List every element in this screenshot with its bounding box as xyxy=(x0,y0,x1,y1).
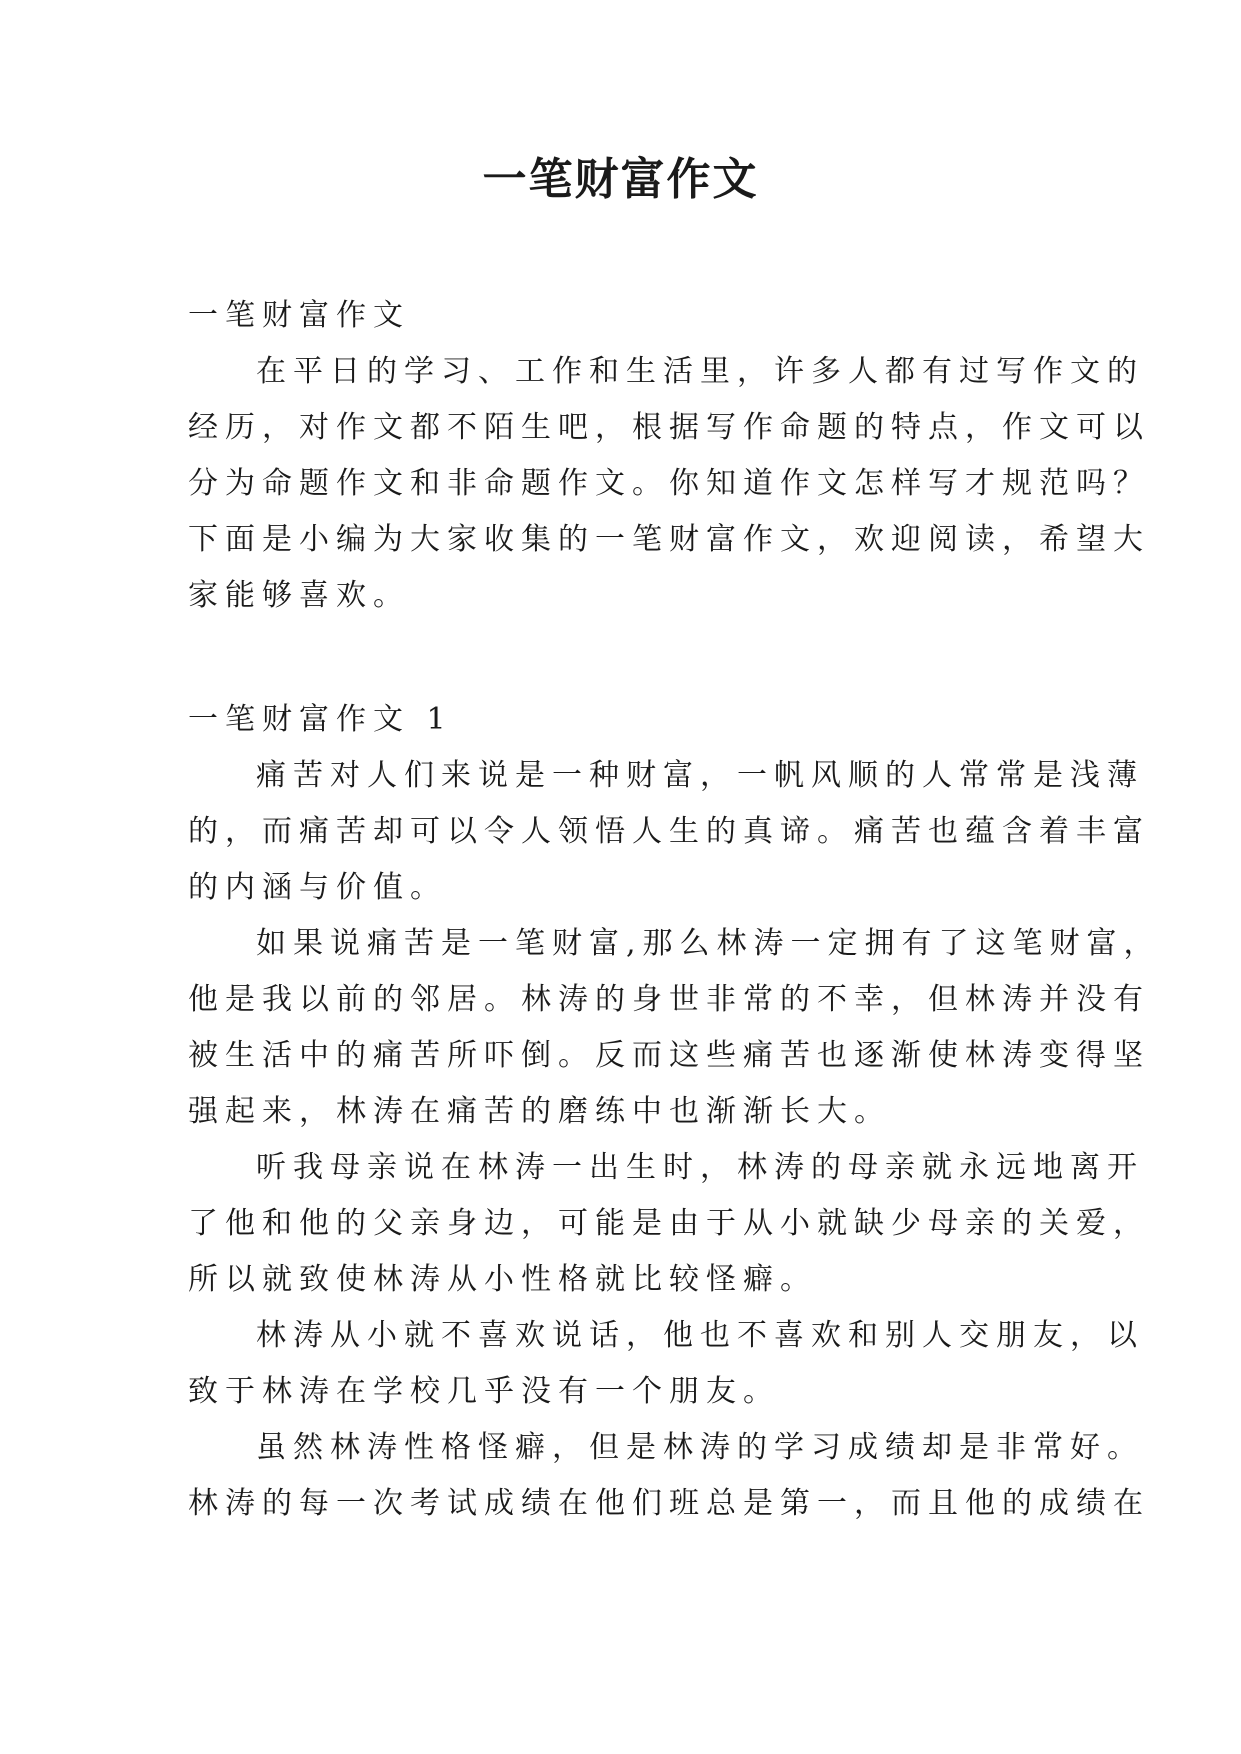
document-title: 一笔财富作文 xyxy=(482,154,759,205)
text-line: 下面是小编为大家收集的一笔财富作文，欢迎阅读，希望大 xyxy=(188,522,1150,557)
text-line: 如果说痛苦是一笔财富,那么林涛一定拥有了这笔财富， xyxy=(256,926,1161,961)
text-line: 经历，对作文都不陌生吧，根据写作命题的特点，作文可以 xyxy=(188,410,1150,445)
text-line: 林涛的每一次考试成绩在他们班总是第一，而且他的成绩在 xyxy=(188,1486,1150,1521)
text-line: 的内涵与价值。 xyxy=(188,870,447,905)
text-line: 痛苦对人们来说是一种财富，一帆风顺的人常常是浅薄 xyxy=(256,758,1144,793)
text-line: 被生活中的痛苦所吓倒。反而这些痛苦也逐渐使林涛变得坚 xyxy=(188,1038,1150,1073)
text-line: 家能够喜欢。 xyxy=(188,578,410,613)
text-line: 致于林涛在学校几乎没有一个朋友。 xyxy=(188,1374,780,1409)
text-line: 林涛从小就不喜欢说话，他也不喜欢和别人交朋友，以 xyxy=(256,1318,1144,1353)
text-line: 在平日的学习、工作和生活里，许多人都有过写作文的 xyxy=(256,354,1144,389)
text-line: 了他和他的父亲身边，可能是由于从小就缺少母亲的关爱， xyxy=(188,1206,1150,1241)
section-heading-intro: 一笔财富作文 xyxy=(188,298,410,333)
text-line: 他是我以前的邻居。林涛的身世非常的不幸，但林涛并没有 xyxy=(188,982,1150,1017)
text-line: 分为命题作文和非命题作文。你知道作文怎样写才规范吗？ xyxy=(188,466,1150,501)
text-line: 强起来，林涛在痛苦的磨练中也渐渐长大。 xyxy=(188,1094,891,1129)
text-line: 虽然林涛性格怪癖，但是林涛的学习成绩却是非常好。 xyxy=(256,1430,1144,1465)
text-line: 的，而痛苦却可以令人领悟人生的真谛。痛苦也蕴含着丰富 xyxy=(188,814,1150,849)
text-line: 所以就致使林涛从小性格就比较怪癖。 xyxy=(188,1262,817,1297)
text-line: 听我母亲说在林涛一出生时，林涛的母亲就永远地离开 xyxy=(256,1150,1144,1185)
section-heading-essay-1: 一笔财富作文 1 xyxy=(188,702,453,737)
